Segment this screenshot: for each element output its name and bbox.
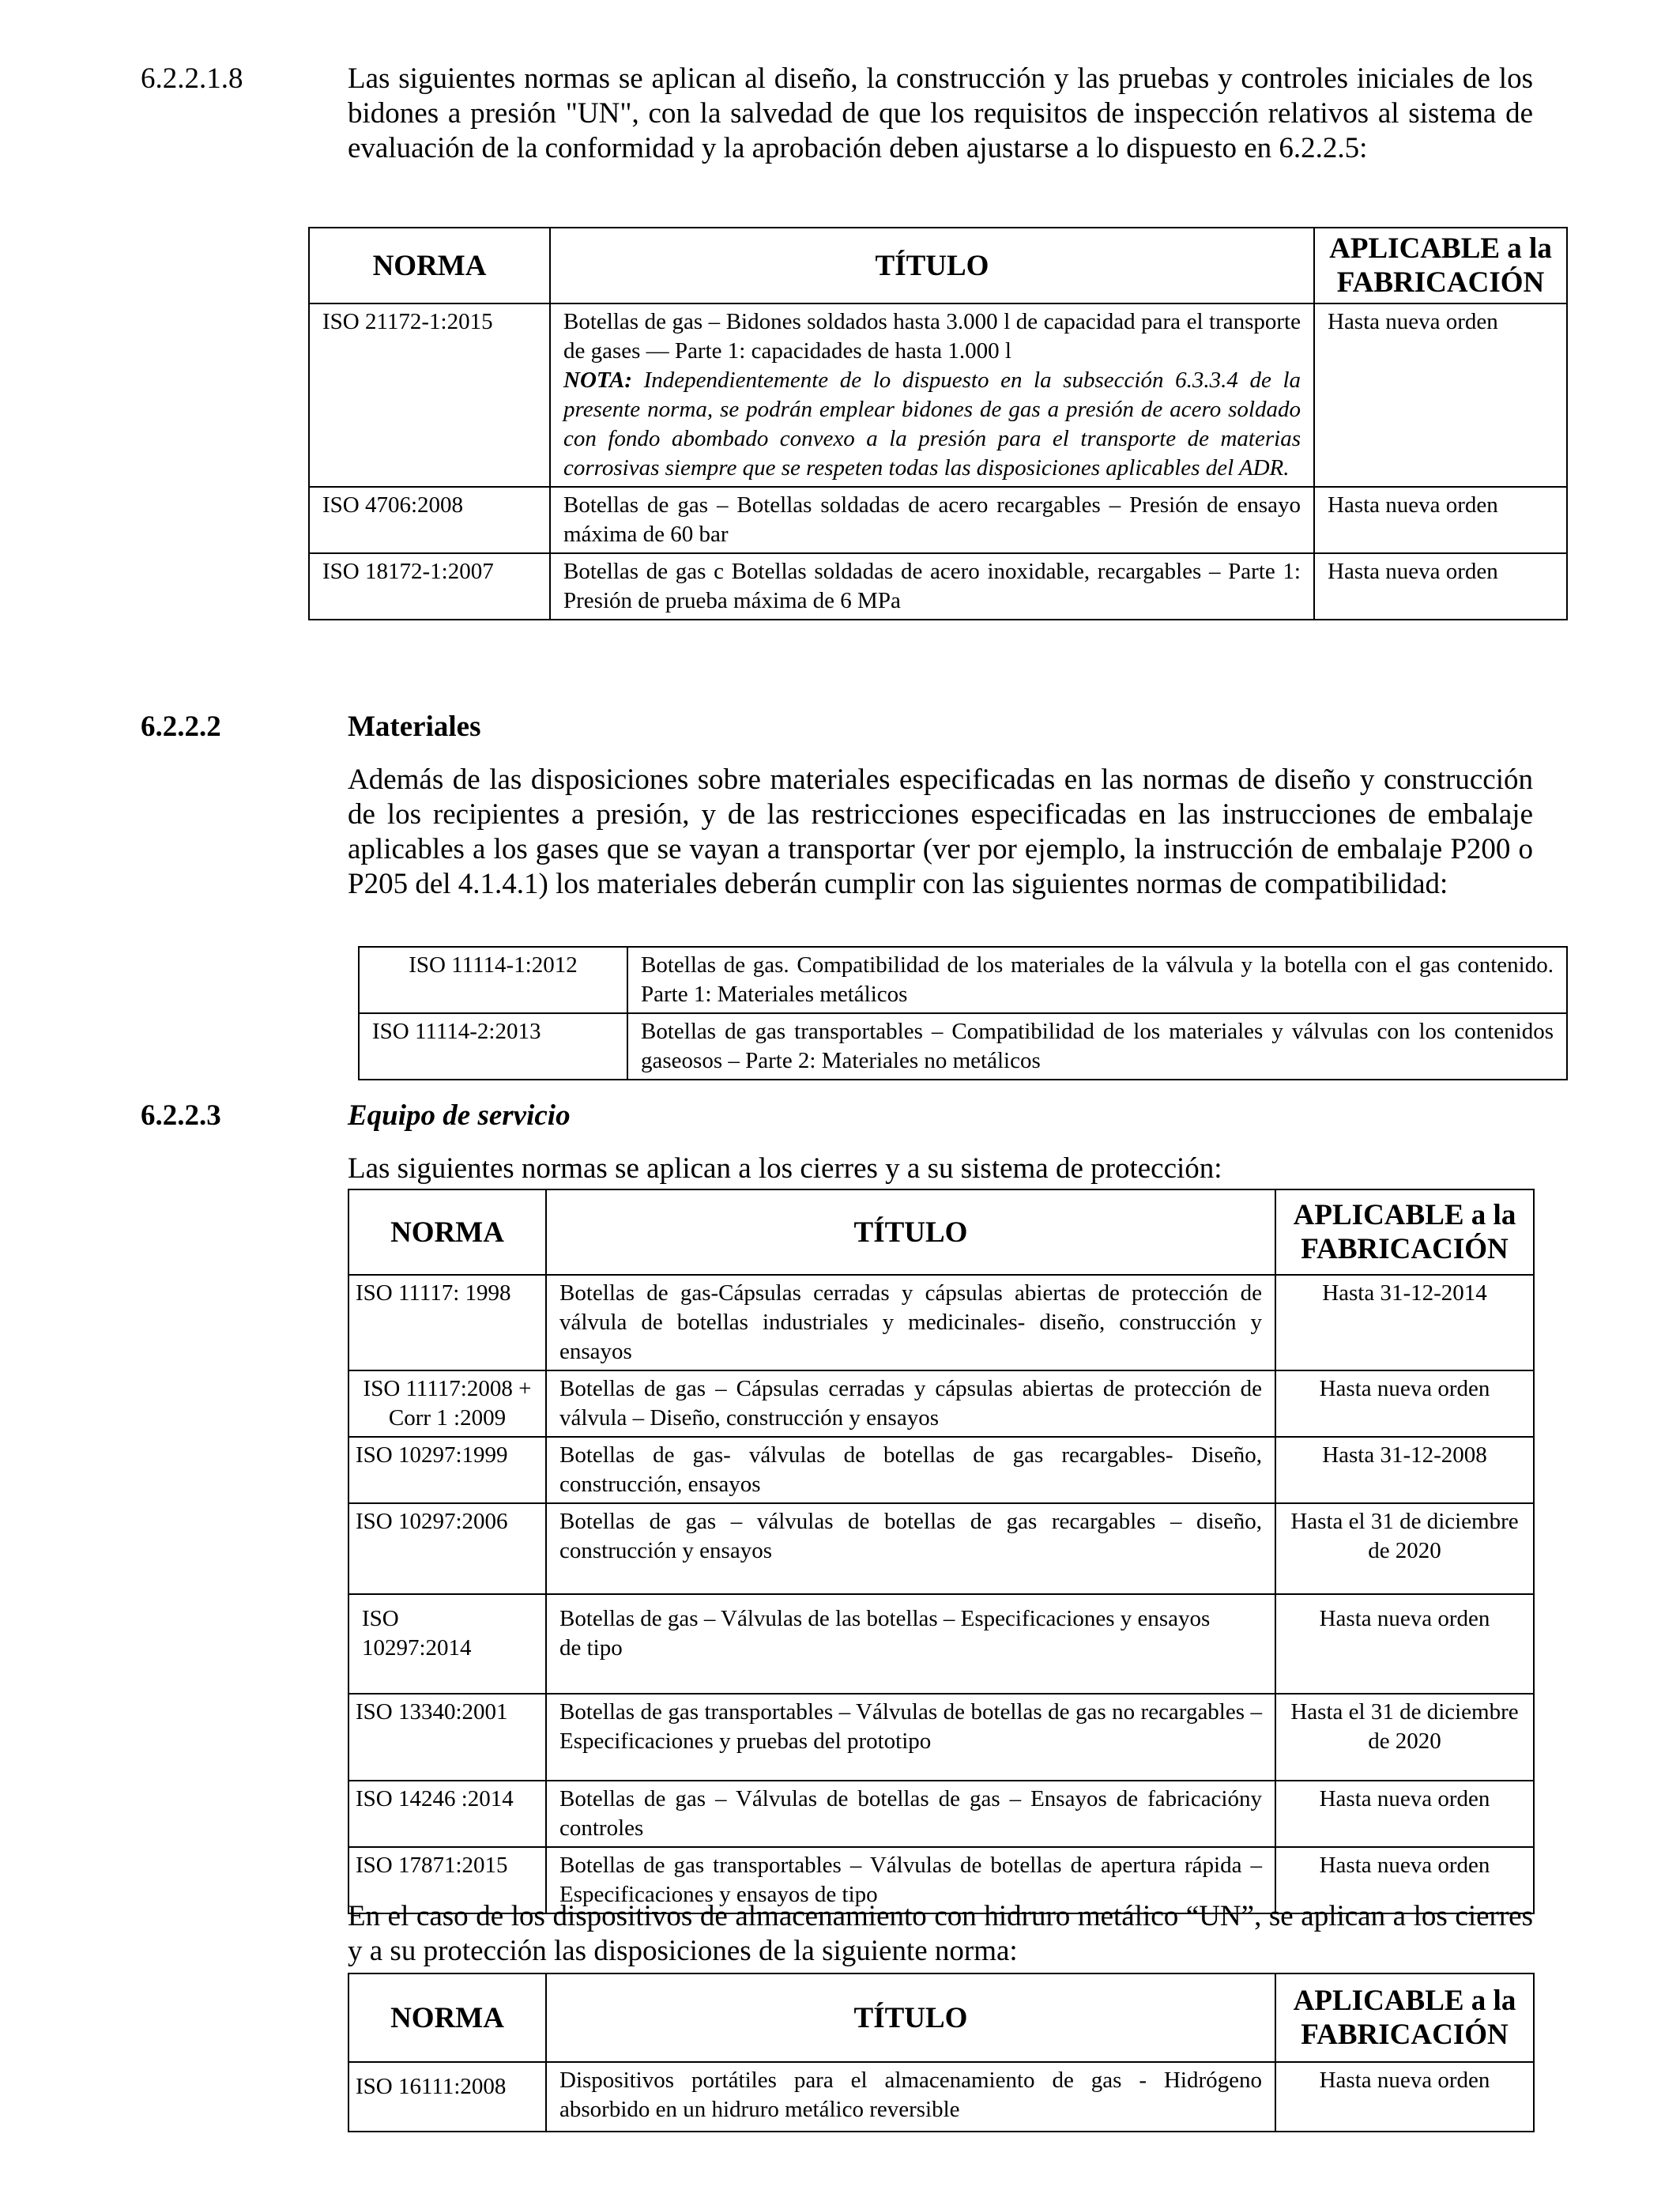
table-header-row <box>348 1973 1534 2062</box>
header-aplicable: APLICABLE a la FABRICACIÓN <box>1275 1189 1534 1275</box>
header-titulo: TÍTULO <box>546 1189 1275 1275</box>
titulo-cell: Botellas de gas transportables – Compatibilidad de los materiales y válvulas con los contenidos gaseosos – Parte 2: Materiales no metálicos <box>627 1013 1567 1080</box>
titulo-cell: Botellas de gas – Cápsulas cerradas y cápsulas abiertas de protección de válvula – Diseño, construcción y ensayos <box>546 1370 1275 1437</box>
header-norma: NORMA <box>309 228 550 303</box>
norma-cell: ISO 13340:2001 <box>348 1694 546 1781</box>
norma-cell: ISO 16111:2008 <box>348 2062 546 2132</box>
titulo-cell: Botellas de gas – Válvulas de botellas de gas – Ensayos de fabricacióny controles <box>546 1781 1275 1847</box>
norma-cell: ISO 11117: 1998 <box>348 1275 546 1370</box>
section-number: 6.2.2.3 <box>141 1099 221 1132</box>
aplicable-cell: Hasta nueva orden <box>1275 2062 1534 2132</box>
table-header-row <box>348 1189 1534 1275</box>
norma-cell: ISO 11114-1:2012 <box>359 947 627 1013</box>
aplicable-cell: Hasta nueva orden <box>1314 553 1567 620</box>
header-norma: NORMA <box>348 1189 546 1275</box>
header-titulo: TÍTULO <box>546 1973 1275 2062</box>
table-row <box>348 1781 1534 1847</box>
section-paragraph: En el caso de los dispositivos de almacenamiento con hidruro metálico “UN”, se aplican a los cierres y a su protección las disposiciones de la siguiente norma: <box>348 1900 1533 1967</box>
note-label: NOTA: <box>563 368 632 393</box>
titulo-cell: Botellas de gas- válvulas de botellas de gas recargables- Diseño, construcción, ensayos <box>546 1437 1275 1503</box>
table-row <box>309 303 1567 487</box>
table-row <box>309 487 1567 553</box>
table-row <box>348 1503 1534 1594</box>
norma-cell: ISO 21172-1:2015 <box>309 303 550 487</box>
standards-table-cierres <box>348 1189 1535 1914</box>
section-number: 6.2.2.1.8 <box>141 62 243 95</box>
titulo-cell: Botellas de gas – Válvulas de las botellas – Especificaciones y ensayos de tipo <box>546 1594 1275 1694</box>
norma-cell: ISO 10297:1999 <box>348 1437 546 1503</box>
aplicable-cell: Hasta nueva orden <box>1275 1847 1534 1913</box>
aplicable-cell: Hasta 31-12-2014 <box>1275 1275 1534 1370</box>
norma-cell: ISO 14246 :2014 <box>348 1781 546 1847</box>
section-heading: Materiales <box>348 711 481 743</box>
table-row <box>309 553 1567 620</box>
header-aplicable: APLICABLE a la FABRICACIÓN <box>1275 1973 1534 2062</box>
titulo-cell: Botellas de gas c Botellas soldadas de acero inoxidable, recargables – Parte 1: Presión de prueba máxima de 6 MPa <box>550 553 1314 620</box>
table-row <box>348 1437 1534 1503</box>
titulo-cell: Botellas de gas transportables – Válvulas de botellas de gas no recargables – Especificaciones y pruebas del prototipo <box>546 1694 1275 1781</box>
compatibility-table <box>358 946 1568 1080</box>
header-titulo: TÍTULO <box>550 228 1314 303</box>
aplicable-cell: Hasta el 31 de diciembre de 2020 <box>1275 1503 1534 1594</box>
norma-cell: ISO 4706:2008 <box>309 487 550 553</box>
norma-cell: ISO 18172-1:2007 <box>309 553 550 620</box>
titulo-cell: Botellas de gas transportables – Válvulas de botellas de apertura rápida – Especificaciones y ensayos de tipo <box>546 1847 1275 1913</box>
norma-cell: ISO 10297:2006 <box>348 1503 546 1594</box>
table-row <box>348 1370 1534 1437</box>
table-row <box>359 947 1567 1013</box>
aplicable-cell: Hasta nueva orden <box>1275 1594 1534 1694</box>
titulo-cell <box>550 303 1314 487</box>
header-aplicable: APLICABLE a la FABRICACIÓN <box>1314 228 1567 303</box>
table-row <box>348 2062 1534 2132</box>
table-row <box>348 1594 1534 1694</box>
norma-cell: ISO 11114-2:2013 <box>359 1013 627 1080</box>
aplicable-cell: Hasta 31-12-2008 <box>1275 1437 1534 1503</box>
titulo-cell: Botellas de gas – Botellas soldadas de acero recargables – Presión de ensayo máxima de 60 bar <box>550 487 1314 553</box>
aplicable-cell: Hasta nueva orden <box>1275 1370 1534 1437</box>
aplicable-cell: Hasta nueva orden <box>1314 487 1567 553</box>
note-text <box>563 366 1301 483</box>
section-paragraph: Las siguientes normas se aplican a los cierres y a su sistema de protección: <box>348 1152 1222 1185</box>
header-norma: NORMA <box>348 1973 546 2062</box>
titulo-cell: Botellas de gas – válvulas de botellas de gas recargables – diseño, construcción y ensayos <box>546 1503 1275 1594</box>
titulo-cell: Botellas de gas-Cápsulas cerradas y cápsulas abiertas de protección de válvula de botellas industriales y medicinales- diseño, construcción y ensayos <box>546 1275 1275 1370</box>
aplicable-cell: Hasta nueva orden <box>1275 1781 1534 1847</box>
norma-cell: ISO 11117:2008 + Corr 1 :2009 <box>348 1370 546 1437</box>
norma-cell: ISO 17871:2015 <box>348 1847 546 1913</box>
section-paragraph: Además de las disposiciones sobre materiales especificadas en las normas de diseño y construcción de los recipientes a presión, y de las restricciones especificadas en las instrucciones de embalaje aplicables a los gases que se vayan a transportar (ver por ejemplo, la instrucción de embalaje P200 o P205 del 4.1.4.1) los materiales deberán cumplir con las siguientes normas de compatibilidad: <box>348 763 1533 900</box>
section-number: 6.2.2.2 <box>141 711 221 743</box>
standards-table-bidones <box>308 227 1568 620</box>
titulo-cell: Botellas de gas. Compatibilidad de los materiales de la válvula y la botella con el gas contenido. Parte 1: Materiales metálicos <box>627 947 1567 1013</box>
aplicable-cell: Hasta el 31 de diciembre de 2020 <box>1275 1694 1534 1781</box>
table-row <box>359 1013 1567 1080</box>
section-heading: Equipo de servicio <box>348 1099 571 1132</box>
norma-cell: ISO 10297:2014 <box>348 1594 546 1694</box>
standards-table-hidruro <box>348 1973 1535 2132</box>
table-row <box>348 1694 1534 1781</box>
table-header-row <box>309 228 1567 303</box>
note-body: Independientemente de lo dispuesto en la subsección 6.3.3.4 de la presente norma, se podrán emplear bidones de gas a presión de acero soldado con fondo abombado convexo a la presión para el transporte de materias corrosivas siempre que se respeten todas las disposiciones aplicables del ADR. <box>563 368 1301 481</box>
titulo-text: Botellas de gas – Bidones soldados hasta 3.000 l de capacidad para el transporte de gases — Parte 1: capacidades de hasta 1.000 l <box>563 309 1301 364</box>
titulo-cell: Dispositivos portátiles para el almacenamiento de gas - Hidrógeno absorbido en un hidruro metálico reversible <box>546 2062 1275 2132</box>
aplicable-cell: Hasta nueva orden <box>1314 303 1567 487</box>
section-paragraph: Las siguientes normas se aplican al diseño, la construcción y las pruebas y controles iniciales de los bidones a presión "UN", con la salvedad de que los requisitos de inspección relativos al sistema de evaluación de la conformidad y la aprobación deben ajustarse a lo dispuesto en 6.2.2.5: <box>348 62 1533 164</box>
table-row <box>348 1275 1534 1370</box>
